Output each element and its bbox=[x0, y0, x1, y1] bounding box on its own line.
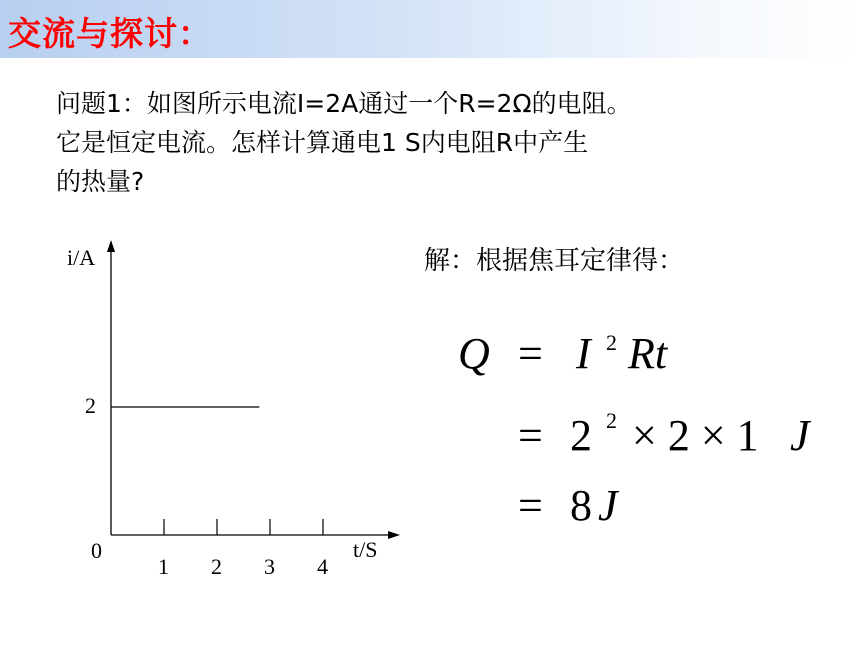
eq1-Rt: Rt bbox=[628, 329, 668, 378]
x-axis-label: t/S bbox=[353, 537, 378, 562]
y-axis-label: i/A bbox=[67, 245, 96, 270]
eq1-exponent: 2 bbox=[606, 330, 617, 355]
x-tick-label-4: 4 bbox=[317, 554, 328, 579]
slide-title: 交流与探讨： bbox=[8, 14, 212, 53]
equation-line-1 bbox=[458, 328, 490, 379]
y-axis-arrow bbox=[107, 240, 115, 252]
y-tick-label-2: 2 bbox=[85, 393, 96, 418]
origin-label: 0 bbox=[91, 538, 102, 563]
question-line-2: 它是恒定电流。怎样计算通电1 S内电阻R中产生 bbox=[56, 128, 589, 157]
eq1-Q: Q bbox=[458, 329, 490, 378]
question-line-1: 问题1：如图所示电流I=2A通过一个R=2Ω的电阻。 bbox=[56, 89, 632, 118]
eq1-I: I bbox=[576, 329, 591, 378]
eq2-unit: J bbox=[790, 411, 810, 460]
question-line-3: 的热量? bbox=[56, 167, 145, 196]
chart-marks bbox=[85, 393, 328, 579]
eq3-unit: J bbox=[598, 481, 618, 530]
eq3-value: 8 bbox=[570, 481, 592, 530]
x-axis-arrow bbox=[388, 531, 400, 539]
x-tick-label-2: 2 bbox=[211, 554, 222, 579]
question-text bbox=[56, 84, 836, 201]
x-tick-label-1: 1 bbox=[158, 554, 169, 579]
eq3-equals: = bbox=[518, 481, 543, 530]
eq2-base: 2 bbox=[570, 411, 592, 460]
eq1-equals: = bbox=[518, 329, 543, 378]
eq2-product: × 2 × 1 bbox=[632, 411, 759, 460]
title-bar bbox=[0, 0, 860, 58]
eq2-equals: = bbox=[518, 411, 543, 460]
x-tick-label-3: 3 bbox=[264, 554, 275, 579]
current-time-chart bbox=[55, 235, 405, 585]
solution-label: 解：根据焦耳定律得： bbox=[424, 246, 685, 276]
eq2-exponent: 2 bbox=[606, 408, 617, 433]
